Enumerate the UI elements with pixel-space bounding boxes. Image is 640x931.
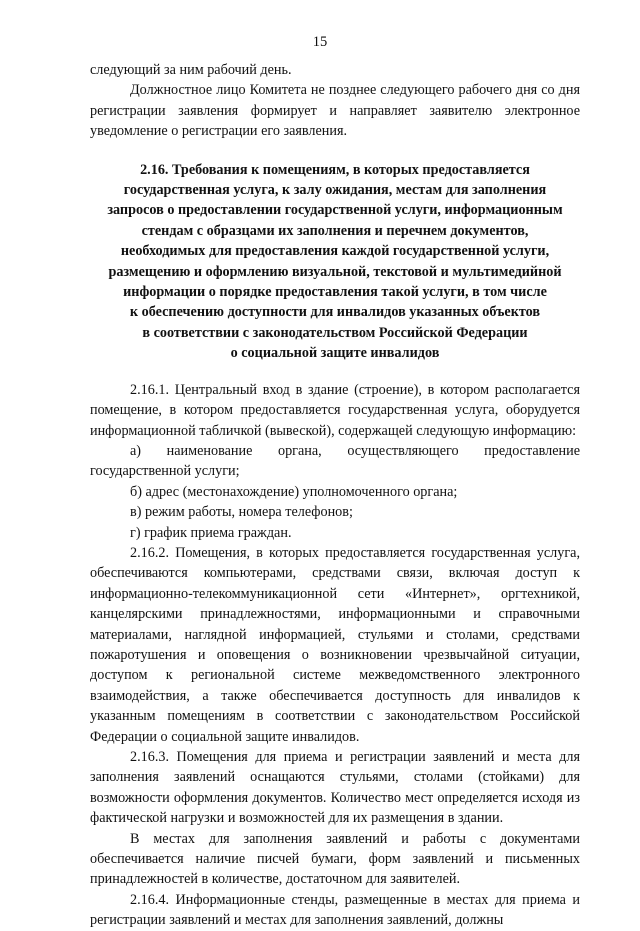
- heading-line: необходимых для предоставления каждой государственной услуги,: [120, 243, 550, 260]
- heading-line: в соответствии с законодательством Российской Федерации: [142, 324, 528, 341]
- heading-line: государственная услуга, к залу ожидания, местам для заполнения: [123, 182, 547, 199]
- paragraph-2-16-3: 2.16.3. Помещения для приема и регистрации заявлений и места для заполнения заявлений оснащаются стульями, столами (стойками) для возможности оформления документов. Количество мест определяется исходя из фактической нагрузки и возможностей для их размещения в здании.: [90, 749, 580, 827]
- heading-line: 2.16. Требования к помещениям, в которых предоставляется: [140, 161, 530, 178]
- paragraph-registration-notice: Должностное лицо Комитета не позднее следующего рабочего дня со дня регистрации заявления формирует и направляет заявителю электронное уведомление о регистрации его заявления.: [90, 82, 580, 140]
- heading-line: размещению и оформлению визуальной, текстовой и мультимедийной: [108, 263, 562, 280]
- heading-line: информации о порядке предоставления такой услуги, в том числе: [123, 284, 547, 301]
- heading-line: стендам с образцами их заполнения и перечнем документов,: [141, 222, 529, 239]
- heading-line: о социальной защите инвалидов: [230, 345, 440, 362]
- heading-line: запросов о предоставлении государственной услуги, информационным: [107, 202, 563, 219]
- list-item-g: г) график приема граждан.: [130, 524, 292, 541]
- list-item-v: в) режим работы, номера телефонов;: [130, 504, 353, 521]
- section-heading-2-16: [90, 160, 580, 364]
- paragraph-2-16-1: 2.16.1. Центральный вход в здание (строение), в котором располагается помещение, в котором предоставляется государственная услуга, оборудуется информационной табличкой (вывеской), содержащей следующую информацию:: [90, 381, 580, 439]
- page-number: 15: [312, 34, 328, 50]
- document-body: [90, 60, 580, 931]
- list-item-b: б) адрес (местонахождение) уполномоченного органа;: [130, 483, 458, 500]
- list-item-a: а) наименование органа, осуществляющего предоставление государственной услуги;: [90, 442, 580, 480]
- paragraph-2-16-4: 2.16.4. Информационные стенды, размещенные в местах для приема и регистрации заявлений и местах для заполнения заявлений, должны: [90, 891, 580, 929]
- paragraph-continuation: следующий за ним рабочий день.: [90, 62, 292, 78]
- paragraph-forms: В местах для заполнения заявлений и работы с документами обеспечивается наличие писчей бумаги, форм заявлений и письменных принадлежностей в количестве, достаточном для заявителей.: [90, 830, 580, 888]
- heading-line: к обеспечению доступности для инвалидов указанных объектов: [129, 304, 541, 321]
- paragraph-2-16-2: 2.16.2. Помещения, в которых предоставляется государственная услуга, обеспечиваются компьютерами, средствами связи, включая доступ к информационно-телекоммуникационной сети «Интернет», оргтехникой, канцелярскими принадлежностями, информационными и справочными материалами, наглядной информацией, стульями и столами, средствами пожаротушения и оповещения о возникновении чрезвычайной ситуации, доступом к региональной системе межведомственного электронного взаимодействия, а также обеспечивается доступность для инвалидов к указанным помещениям в соответствии с законодательством Российской Федерации о социальной защите инвалидов.: [90, 544, 580, 745]
